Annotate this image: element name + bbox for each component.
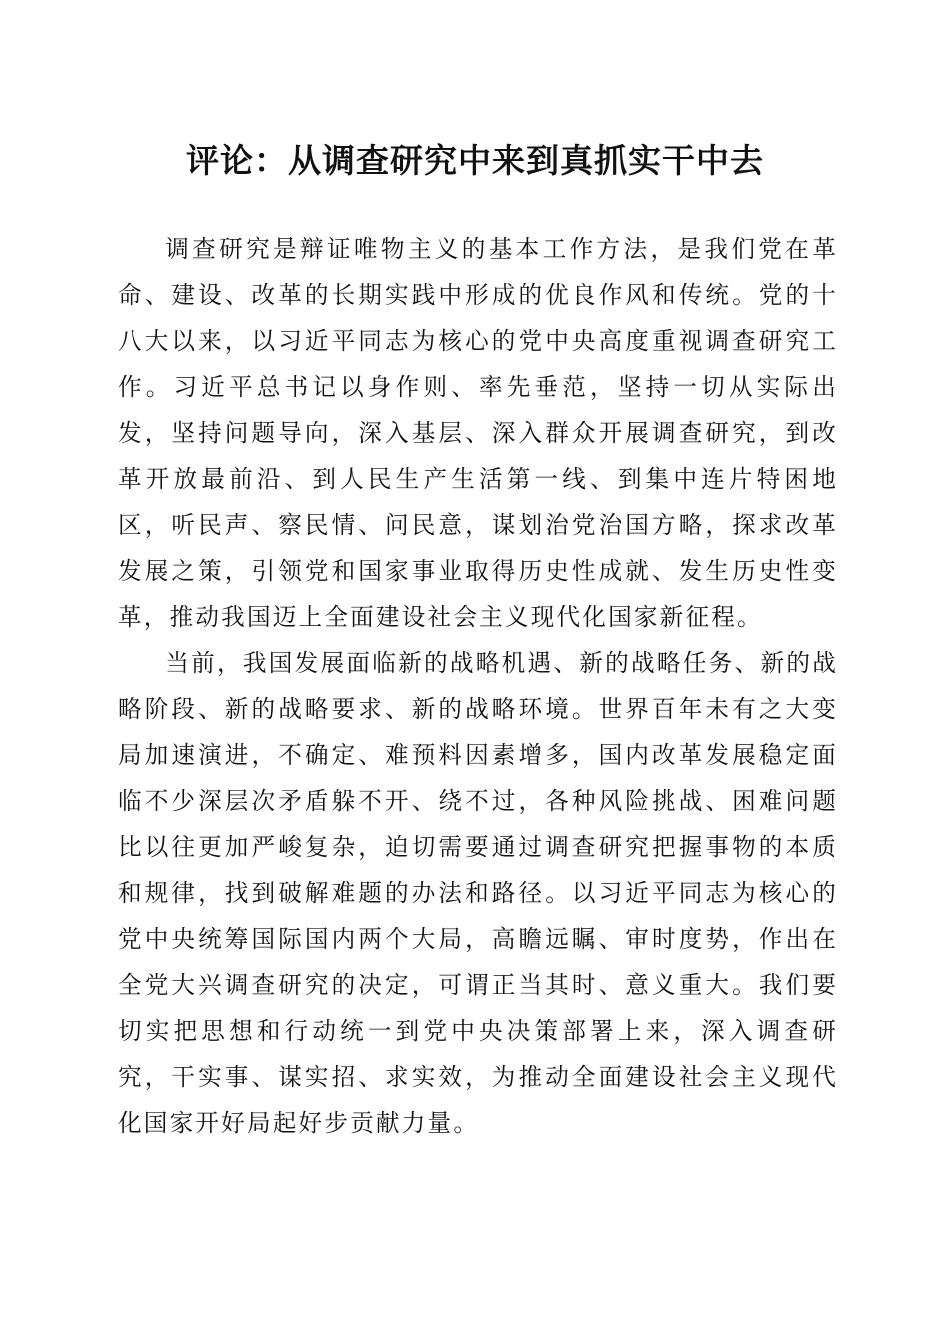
paragraph-1: 调查研究是辩证唯物主义的基本工作方法，是我们党在革命、建设、改革的长期实践中形成的优良作风和传统。党的十八大以来，以习近平同志为核心的党中央高度重视调查研究工作。习近平总书记以身作则、率先垂范，坚持一切从实际出发，坚持问题导向，深入基层、深入群众开展调查研究，到改革开放最前沿、到人民生产生活第一线、到集中连片特困地区，听民声、察民情、问民意，谋划治党治国方略，探求改革发展之策，引领党和国家事业取得历史性成就、发生历史性变革，推动我国迈上全面建设社会主义现代化国家新征程。 <box>118 235 838 631</box>
paragraph-2: 当前，我国发展面临新的战略机遇、新的战略任务、新的战略阶段、新的战略要求、新的战略环境。世界百年未有之大变局加速演进，不确定、难预料因素增多，国内改革发展稳定面临不少深层次矛盾躲不开、绕不过，各种风险挑战、困难问题比以往更加严峻复杂，迫切需要通过调查研究把握事物的本质和规律，找到破解难题的办法和路径。以习近平同志为核心的党中央统筹国际国内两个大局，高瞻远瞩、审时度势，作出在全党大兴调查研究的决定，可谓正当其时、意义重大。我们要切实把思想和行动统一到党中央决策部署上来，深入调查研究，干实事、谋实招、求实效，为推动全面建设社会主义现代化国家开好局起好步贡献力量。 <box>118 649 838 1137</box>
document-body <box>118 226 838 1146</box>
document-title: 评论：从调查研究中来到真抓实干中去 <box>186 141 764 180</box>
